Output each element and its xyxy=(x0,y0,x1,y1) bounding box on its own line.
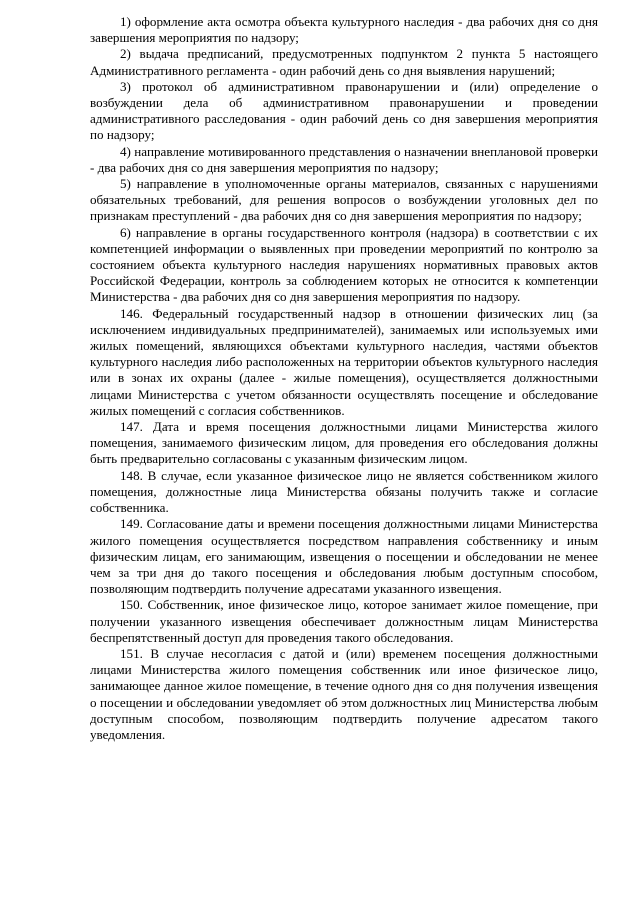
paragraph-150: 150. Собственник, иное физическое лицо, которое занимает жилое помещение, при получении указанного извещения обеспечивает должностным лицам Министерства беспрепятственный доступ для проведения такого обследования. xyxy=(90,597,598,645)
paragraph-item-4: 4) направление мотивированного представления о назначении внеплановой проверки - два рабочих дня со дня завершения мероприятия по надзору; xyxy=(90,143,598,175)
paragraph-148: 148. В случае, если указанное физическое лицо не является собственником жилого помещения, должностные лица Министерства обязаны получить также и согласие собственника. xyxy=(90,467,598,516)
paragraph-151: 151. В случае несогласия с датой и (или) временем посещения должностными лицами Министерства жилого помещения собственник или иное физическое лицо, занимающее данное жилое помещение, в течение одного дня со дня получения извещения о посещении и обследовании уведомляет об этом должностных лиц Министерства любым доступным способом, позволяющим подтвердить получение адресатом такого уведомления. xyxy=(90,645,598,742)
paragraph-149: 149. Согласование даты и времени посещения должностными лицами Министерства жилого помещения осуществляется посредством направления собственнику и иным физическим лицам, его занимающим, извещения о посещении и обследовании не менее чем за три дня до такого посещения и обследования любым доступным способом, позволяющим подтвердить получение адресатами указанного извещения. xyxy=(90,516,598,597)
paragraph-146: 146. Федеральный государственный надзор в отношении физических лиц (за исключением индивидуальных предпринимателей), занимаемых или используемых ими жилых помещений, являющихся объектами культурного наследия, частями объектов культурного наследия либо расположенных на территории объектов культурного наследия или в зонах их охраны (далее - жилые помещения), осуществляется должностными лицами Министерства с учетом обязанности осуществлять посещение и обследование жилых помещений с согласия собственников. xyxy=(90,305,598,418)
paragraph-item-2: 2) выдача предписаний, предусмотренных подпунктом 2 пункта 5 настоящего Административного регламента - один рабочий день со дня выявления нарушений; xyxy=(90,46,598,78)
paragraph-item-6: 6) направление в органы государственного контроля (надзора) в соответствии с их компетенцией информации о выявленных при проведении мероприятий по контролю за состоянием объекта культурного наследия нарушениях нормативных правовых актов Российской Федерации, контроль за соблюдением которых не относится к компетенции Министерства - два рабочих дня со дня завершения мероприятия по надзору. xyxy=(90,224,598,305)
paragraph-item-1: 1) оформление акта осмотра объекта культурного наследия - два рабочих дня со дня завершения мероприятия по надзору; xyxy=(90,14,598,46)
paragraph-item-3: 3) протокол об административном правонарушении и (или) определение о возбуждении дела об административном правонарушении и проведении административного расследования - один рабочий день со дня завершения мероприятия по надзору; xyxy=(90,78,598,143)
paragraph-item-5: 5) направление в уполномоченные органы материалов, связанных с нарушениями обязательных требований, для решения вопросов о возбуждении уголовных дел по признакам преступлений - два рабочих дня со дня завершения мероприятия по надзору; xyxy=(90,176,598,224)
document-page xyxy=(90,14,598,743)
paragraph-147: 147. Дата и время посещения должностными лицами Министерства жилого помещения, занимаемого физическим лицом, для проведения его обследования должны быть предварительно согласованы с указанным физическим лицом. xyxy=(90,419,598,467)
